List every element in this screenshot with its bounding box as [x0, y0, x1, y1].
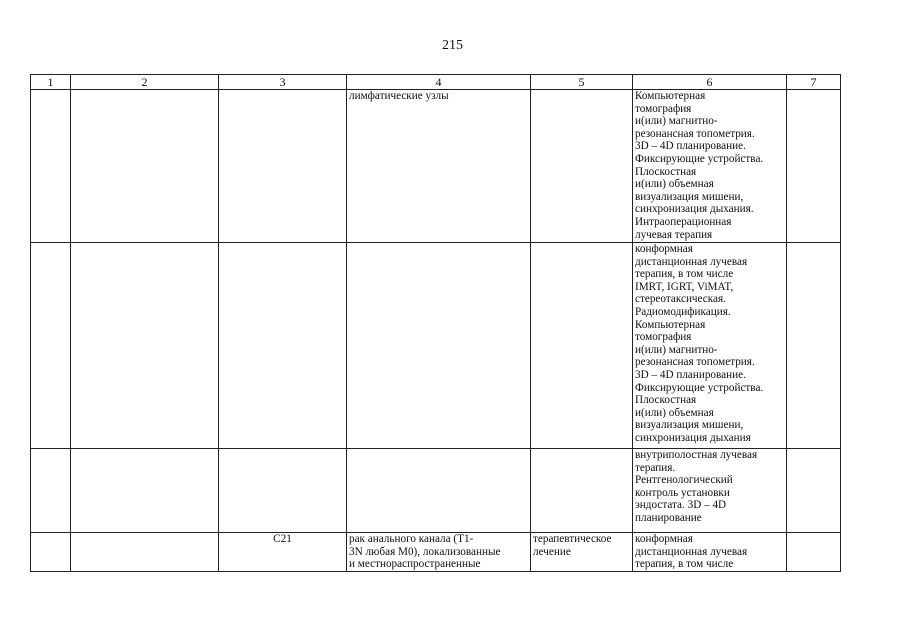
cell-c7 — [787, 449, 841, 533]
cell-text-line: эндостата. 3D – 4D — [635, 499, 727, 512]
cell-text-line: визуализация мишени, — [635, 190, 744, 203]
cell-text-line: и(или) магнитно- — [635, 343, 718, 356]
cell-text-line: и(или) объемная — [635, 406, 714, 419]
cell-text-line: визуализация мишени, — [635, 419, 744, 432]
cell-text-line: лечение — [533, 545, 571, 558]
cell-c7 — [787, 90, 841, 243]
cell-text-line: Фиксирующие устройства. — [635, 381, 764, 394]
col-header-2: 2 — [71, 75, 219, 90]
col-header-7: 7 — [787, 75, 841, 90]
cell-treatment-type — [531, 90, 633, 243]
cell-text-line: лучевая терапия — [635, 228, 713, 241]
cell-c7 — [787, 243, 841, 449]
cell-text-line: томография — [635, 102, 692, 115]
cell-text-line: Компьютерная — [635, 318, 706, 331]
col-header-6: 6 — [633, 75, 787, 90]
cell-code — [219, 449, 347, 533]
cell-text-line: синхронизация дыхания — [635, 431, 751, 444]
col-header-1: 1 — [31, 75, 71, 90]
cell-diagnosis — [347, 90, 531, 243]
col-header-3: 3 — [219, 75, 347, 90]
table-header-row — [31, 75, 841, 90]
cell-text-line: терапия, в том числе — [635, 558, 734, 571]
cell-text-line: Интраоперационная — [635, 215, 732, 228]
cell-treatment-type — [531, 533, 633, 572]
cell-text-line: томография — [635, 331, 692, 344]
cell-text-line: 3D – 4D планирование. — [635, 368, 746, 381]
cell-text-line: терапевтическое — [533, 533, 612, 545]
cell-method — [633, 449, 787, 533]
cell-code — [219, 243, 347, 449]
cell-diagnosis — [347, 449, 531, 533]
col-header-4: 4 — [347, 75, 531, 90]
table-row — [31, 449, 841, 533]
cell-text-line: планирование — [635, 511, 702, 524]
cell-text-line: дистанционная лучевая — [635, 545, 748, 558]
cell-text-line: терапия, в том числе — [635, 268, 734, 281]
cell-text-line: дистанционная лучевая — [635, 255, 748, 268]
cell-text-line: терапия. — [635, 461, 676, 474]
cell-diagnosis — [347, 533, 531, 572]
cell-code — [219, 90, 347, 243]
cell-text-line: рак анального канала (T1- — [349, 533, 474, 545]
table-row — [31, 533, 841, 572]
cell-text-line: конформная — [635, 243, 693, 255]
cell-text-line: резонансная топометрия. — [635, 127, 755, 140]
cell-c1 — [31, 533, 71, 572]
cell-treatment-type — [531, 243, 633, 449]
cell-text-line: Плоскостная — [635, 394, 697, 407]
cell-text-line: резонансная топометрия. — [635, 356, 755, 369]
cell-text-line: синхронизация дыхания. — [635, 203, 754, 216]
cell-method — [633, 243, 787, 449]
cell-text-line: 3N любая M0), локализованные — [349, 545, 501, 558]
cell-c2 — [71, 90, 219, 243]
cell-method — [633, 90, 787, 243]
cell-text-line: Рентгенологический — [635, 474, 733, 487]
cell-text-line: стереотаксическая. — [635, 293, 726, 306]
cell-c1 — [31, 243, 71, 449]
cell-c7 — [787, 533, 841, 572]
cell-text-line: Радиомодификация. — [635, 305, 731, 318]
cell-text-line: 3D – 4D планирование. — [635, 140, 746, 153]
cell-code: C21 — [219, 533, 347, 572]
cell-c2 — [71, 449, 219, 533]
cell-text-line: конформная — [635, 533, 693, 545]
cell-c1 — [31, 449, 71, 533]
cell-method — [633, 533, 787, 572]
cell-diagnosis — [347, 243, 531, 449]
cell-text-line: и(или) магнитно- — [635, 115, 718, 128]
cell-text-line: Плоскостная — [635, 165, 697, 178]
cell-treatment-type — [531, 449, 633, 533]
cell-text-line: лимфатические узлы — [349, 90, 449, 102]
cell-text-line: IMRT, IGRT, ViMAT, — [635, 280, 734, 293]
cell-text-line: контроль установки — [635, 486, 730, 499]
table-row — [31, 243, 841, 449]
procedures-table — [30, 74, 841, 572]
cell-c2 — [71, 533, 219, 572]
col-header-5: 5 — [531, 75, 633, 90]
cell-c2 — [71, 243, 219, 449]
cell-c1 — [31, 90, 71, 243]
cell-text-line: и(или) объемная — [635, 178, 714, 191]
cell-text-line: Компьютерная — [635, 90, 706, 102]
page-number: 215 — [442, 38, 463, 53]
cell-text-line: Фиксирующие устройства. — [635, 152, 764, 165]
cell-text-line: внутриполостная лучевая — [635, 449, 758, 461]
table-row — [31, 90, 841, 243]
cell-text-line: и местнораспространенные — [349, 558, 481, 571]
